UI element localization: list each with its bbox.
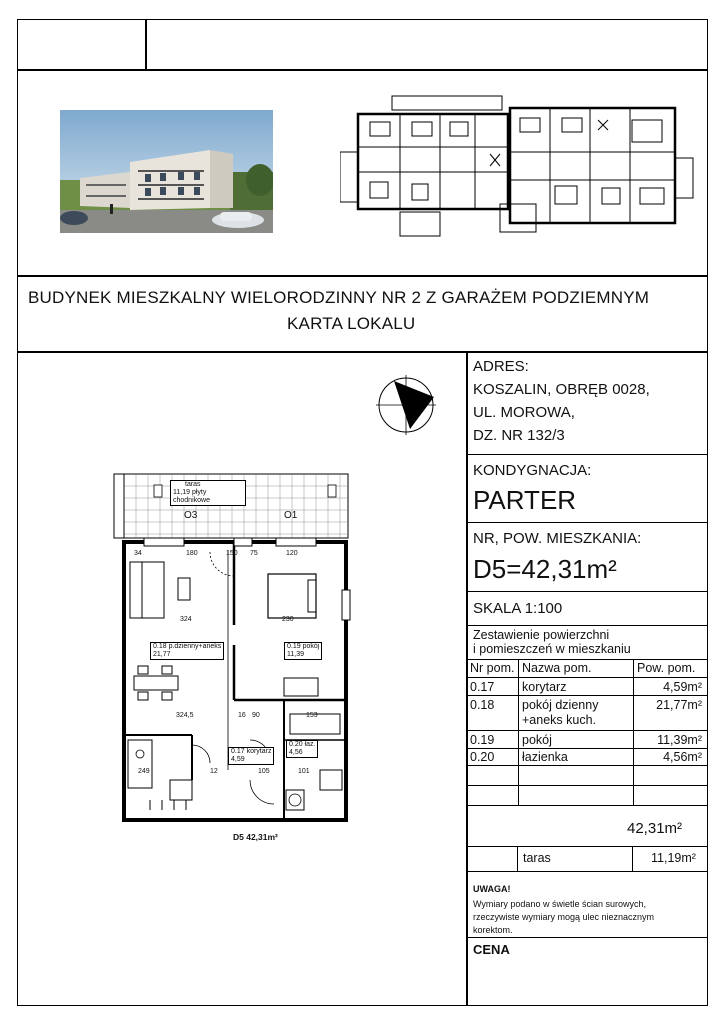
table-row-line [466, 748, 708, 749]
document-title-line1: BUDYNEK MIESZKALNY WIELORODZINNY NR 2 Z GARAŻEM PODZIEMNYM [28, 288, 650, 307]
notes-label: UWAGA! [473, 884, 511, 894]
table-header-area: Pow. pom. [637, 661, 696, 675]
room-020-nr: 0.20 [289, 741, 303, 748]
title-top-divider [17, 275, 708, 277]
table-header-nr: Nr pom. [470, 661, 515, 675]
terrace-col-line-1 [517, 846, 518, 871]
address-line3: DZ. NR 132/3 [473, 427, 565, 444]
document-title-line2: KARTA LOKALU [287, 314, 416, 333]
table-row-name: pokój [522, 733, 552, 747]
axis-o1: O1 [284, 510, 298, 521]
dim-label: 101 [298, 768, 310, 775]
room-019-area: 11,39 [287, 651, 304, 658]
room-tag-018 [150, 642, 224, 660]
dim-label: 75 [250, 550, 258, 557]
dim-label: 150 [226, 550, 238, 557]
table-row-nr: 0.20 [470, 750, 495, 764]
plan-terrace-area: 11,19 [173, 489, 190, 496]
notes-divider [466, 937, 708, 938]
room-019-nr: 0.19 [287, 643, 301, 650]
notes-line2: rzeczywiste wymiary mogą ulec nieznacznym [473, 912, 655, 922]
terrace-label: taras [523, 851, 551, 865]
room-017-name: korytarz [246, 748, 272, 755]
address-line2: UL. MOROWA, [473, 404, 575, 421]
table-row-area: 11,39m² [657, 733, 702, 747]
total-divider [466, 846, 708, 847]
plan-terrace-desc: płyty chodnikowe [173, 489, 210, 504]
table-row-name-2: +aneks kuch. [522, 713, 597, 727]
dim-label: 12 [210, 768, 218, 775]
table-row-name: korytarz [522, 680, 567, 694]
plan-caption: D5 42,31m² [233, 832, 278, 842]
table-row-name: pokój dzienny [522, 698, 599, 712]
table-row-area: 4,56m² [663, 750, 702, 764]
dim-label: 90 [252, 712, 260, 719]
room-017-area: 4,59 [231, 756, 245, 763]
room-018-name: p.dzienny+aneks [168, 643, 222, 650]
table-header-line [466, 677, 708, 678]
table-row-area: 21,77m² [656, 698, 702, 712]
room-020-area: 4,56 [289, 749, 303, 756]
dim-label: 105 [258, 768, 270, 775]
room-018-area: 21,77 [153, 651, 171, 658]
room-tag-019 [284, 642, 322, 660]
terrace-col-line-2 [632, 846, 633, 871]
table-caption-line2: i pomieszczeń w mieszkaniu [473, 642, 631, 656]
room-017-nr: 0.17 [231, 748, 245, 755]
table-caption [473, 628, 631, 656]
address-divider [466, 454, 708, 455]
dim-label: 34 [134, 550, 142, 557]
floor-value: PARTER [473, 485, 577, 515]
dim-label: 180 [186, 550, 198, 557]
terrace-area: 11,19m² [651, 851, 696, 865]
building-floor-plan-overview [340, 92, 696, 244]
room-019-name: pokój [302, 643, 320, 650]
address-label: ADRES: [473, 358, 529, 375]
apartment-floor-plan [110, 470, 360, 830]
unit-divider [466, 591, 708, 592]
room-tag-017 [228, 747, 274, 765]
plan-terrace-label: taras [185, 481, 201, 488]
scale-divider [466, 625, 708, 626]
address-line1: KOSZALIN, OBRĘB 0028, [473, 381, 650, 398]
title-bottom-divider [17, 351, 708, 353]
unit-value: D5=42,31m² [473, 554, 617, 584]
notes-line1: Wymiary podano w świetle ścian surowych, [473, 899, 646, 909]
table-row-line [466, 730, 708, 731]
table-row-nr: 0.18 [470, 698, 495, 712]
dim-label: 324,5 [176, 712, 194, 719]
floor-divider [466, 522, 708, 523]
unit-label: NR, POW. MIESZKANIA: [473, 530, 642, 547]
table-row-line [466, 765, 708, 766]
total-area: 42,31m² [627, 820, 683, 837]
room-018-nr: 0.18 [153, 643, 167, 650]
room-020-name: łaz. [304, 741, 316, 748]
scale-label: SKALA 1:100 [473, 600, 563, 617]
axis-o3: O3 [184, 510, 198, 521]
header-cell-divider [145, 19, 147, 70]
table-row-nr: 0.19 [470, 733, 495, 747]
table-row-name: łazienka [522, 750, 568, 764]
dim-label: 153 [306, 712, 318, 719]
table-row-line [466, 805, 708, 806]
room-tag-020 [286, 740, 318, 758]
price-label: CENA [473, 942, 510, 957]
dim-label: 120 [286, 550, 298, 557]
table-row-area: 4,59m² [663, 680, 702, 694]
notes-line3: korektom. [473, 925, 513, 935]
dim-label: 324 [180, 616, 192, 623]
table-row-nr: 0.17 [470, 680, 495, 694]
terrace-tag [170, 480, 246, 506]
floor-label: KONDYGNACJA: [473, 462, 592, 479]
dim-label: 249 [138, 768, 150, 775]
table-row-line [466, 785, 708, 786]
dim-label: 230 [282, 616, 294, 623]
table-header-name: Nazwa pom. [522, 661, 592, 675]
header-divider [17, 69, 708, 71]
table-caption-line1: Zestawienie powierzchni [473, 628, 610, 642]
north-arrow-icon [374, 373, 438, 437]
terrace-divider [466, 871, 708, 872]
building-render-image [60, 110, 273, 233]
table-row-line [466, 695, 708, 696]
dim-label: 16 [238, 712, 246, 719]
